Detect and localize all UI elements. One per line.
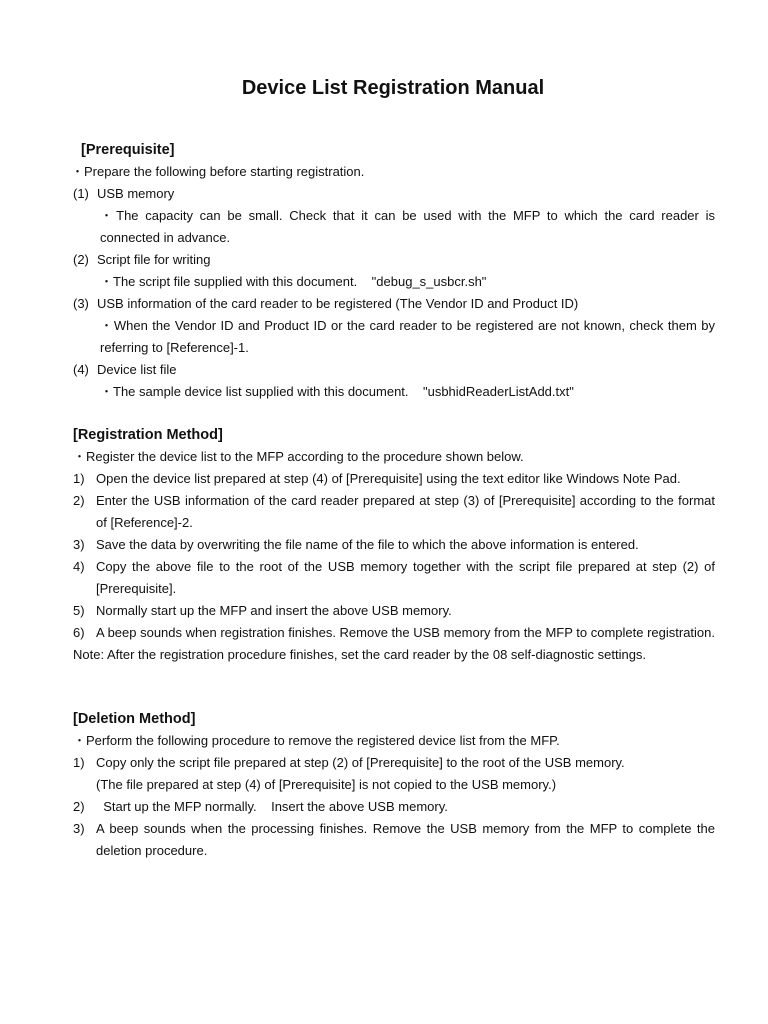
prerequisite-item-label: USB memory [97, 186, 175, 201]
prerequisite-item [73, 293, 715, 315]
prerequisite-item-number: (1) [73, 186, 89, 201]
step-number: 1) [73, 755, 85, 770]
prerequisite-item-detail: ・The script file supplied with this document. "debug_s_usbcr.sh" [100, 274, 487, 289]
prerequisite-section [73, 139, 715, 403]
step-number: 3) [73, 537, 85, 552]
registration-intro: ・Register the device list to the MFP according to the procedure shown below. [73, 449, 524, 464]
deletion-section [73, 708, 715, 862]
step-text: Save the data by overwriting the file name of the file to which the above information is entered. [96, 537, 639, 552]
prerequisite-item [73, 249, 715, 271]
step-text: Copy the above file to the root of the USB memory together with the script file prepared at step (2) of [Prerequisite]. [96, 559, 715, 596]
step-text: Enter the USB information of the card reader prepared at step (3) of [Prerequisite] according to the format of [Reference]-2. [96, 493, 715, 530]
prerequisite-item [73, 183, 715, 205]
registration-step [73, 490, 715, 534]
registration-step [73, 600, 715, 622]
step-number [73, 774, 96, 796]
step-number: 2) [73, 799, 85, 814]
deletion-step [73, 818, 715, 862]
step-number: 1) [73, 471, 85, 486]
registration-step [73, 468, 715, 490]
step-number: 3) [73, 821, 85, 836]
registration-heading: [Registration Method] [73, 427, 223, 443]
step-text: A beep sounds when registration finishes. Remove the USB memory from the MFP to complete registration. [96, 625, 715, 640]
prerequisite-item-number: (2) [73, 252, 89, 267]
deletion-step-note [73, 774, 715, 796]
prerequisite-heading: [Prerequisite] [81, 142, 175, 158]
prerequisite-item-detail: ・The sample device list supplied with this document. "usbhidReaderListAdd.txt" [100, 384, 574, 399]
step-number: 6) [73, 625, 85, 640]
prerequisite-item-detail: ・When the Vendor ID and Product ID or the card reader to be registered are not known, check them by referring to [Reference]-1. [100, 318, 715, 355]
step-text: (The file prepared at step (4) of [Prerequisite] is not copied to the USB memory.) [96, 777, 557, 792]
prerequisite-item-number: (3) [73, 296, 89, 311]
registration-step [73, 556, 715, 600]
document-title: Device List Registration Manual [241, 77, 545, 99]
prerequisite-item-detail: ・The capacity can be small. Check that it can be used with the MFP to which the card reader is connected in advance. [100, 208, 715, 245]
step-text: Open the device list prepared at step (4) of [Prerequisite] using the text editor like Windows Note Pad. [96, 471, 681, 486]
prerequisite-item-number: (4) [73, 362, 89, 377]
deletion-heading: [Deletion Method] [73, 711, 196, 727]
prerequisite-item-label: Script file for writing [97, 252, 211, 267]
step-number: 5) [73, 603, 85, 618]
deletion-step [73, 752, 715, 774]
step-text: Start up the MFP normally. Insert the above USB memory. [96, 799, 448, 814]
registration-step [73, 622, 715, 644]
step-text: Normally start up the MFP and insert the above USB memory. [96, 603, 452, 618]
prerequisite-intro: ・Prepare the following before starting registration. [71, 164, 365, 179]
step-number: 2) [73, 493, 85, 508]
deletion-step [73, 796, 715, 818]
prerequisite-item-label: USB information of the card reader to be registered (The Vendor ID and Product ID) [97, 296, 579, 311]
step-text: A beep sounds when the processing finishes. Remove the USB memory from the MFP to complete the deletion procedure. [96, 821, 715, 858]
prerequisite-item-label: Device list file [97, 362, 177, 377]
step-text: Copy only the script file prepared at step (2) of [Prerequisite] to the root of the USB memory. [96, 755, 625, 770]
deletion-intro: ・Perform the following procedure to remove the registered device list from the MFP. [73, 733, 560, 748]
prerequisite-item [73, 359, 715, 381]
step-number: 4) [73, 559, 85, 574]
registration-note: Note: After the registration procedure finishes, set the card reader by the 08 self-diagnostic settings. [73, 647, 647, 662]
registration-section [73, 424, 715, 666]
registration-step [73, 534, 715, 556]
